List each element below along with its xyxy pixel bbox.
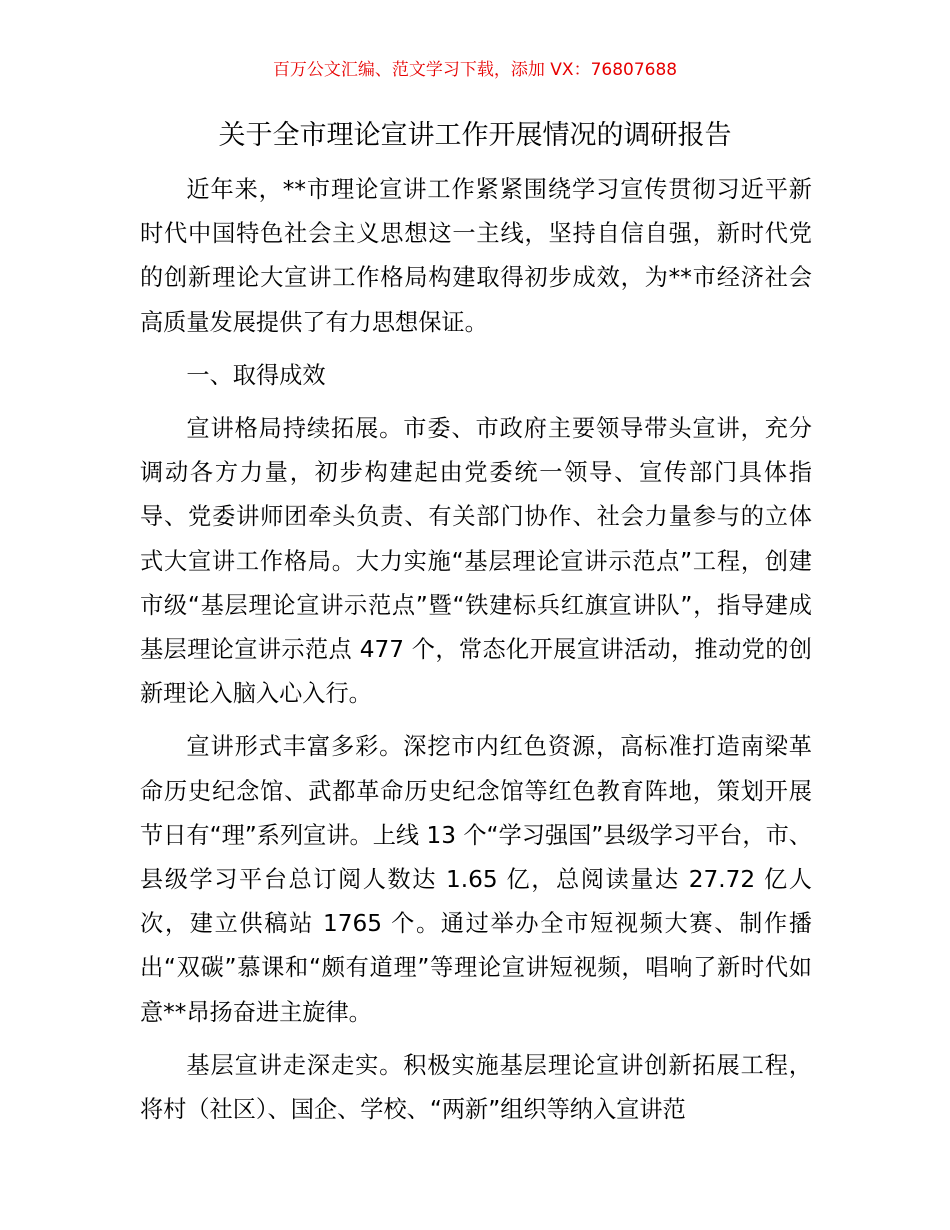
document-body [140, 168, 812, 1141]
paragraph-1: 宣讲格局持续拓展。市委、市政府主要领导带头宣讲，充分调动各方力量，初步构建起由党委统一领导、宣传部门具体指导、党委讲师团牵头负责、有关部门协作、社会力量参与的立体式大宣讲工作格局。大力实施“基层理论宣讲示范点”工程，创建市级“基层理论宣讲示范点”暨“铁建标兵红旗宣讲队”，指导建成基层理论宣讲示范点 477 个，常态化开展宣讲活动，推动党的创新理论入脑入心入行。 [140, 415, 812, 708]
intro-paragraph: 近年来，**市理论宣讲工作紧紧围绕学习宣传贯彻习近平新时代中国特色社会主义思想这一主线，坚持自信自强，新时代党的创新理论大宣讲工作格局构建取得初步成效，为**市经济社会高质量发展提供了有力思想保证。 [140, 176, 812, 336]
section-heading: 一、取得成效 [186, 361, 326, 389]
document-title: 关于全市理论宣讲工作开展情况的调研报告 [218, 120, 732, 151]
paragraph-2: 宣讲形式丰富多彩。深挖市内红色资源，高标准打造南梁革命历史纪念馆、武都革命历史纪念馆等红色教育阵地，策划开展节日有“理”系列宣讲。上线 13 个“学习强国”县级学习平台，市、县级学习平台总订阅人数达 1.65 亿，总阅读量达 27.72 亿人次，建立供稿站 1765 个。通过举办全市短视频大赛、制作播出“双碳”慕课和“颇有道理”等理论宣讲短视频，唱响了新时代如意**昂扬奋进主旋律。 [140, 733, 812, 1026]
watermark-banner: 百万公文汇编、范文学习下载，添加 VX：76807688 [272, 60, 678, 80]
paragraph-3: 基层宣讲走深走实。积极实施基层理论宣讲创新拓展工程，将村（社区）、国企、学校、“两新”组织等纳入宣讲范 [140, 1051, 812, 1124]
